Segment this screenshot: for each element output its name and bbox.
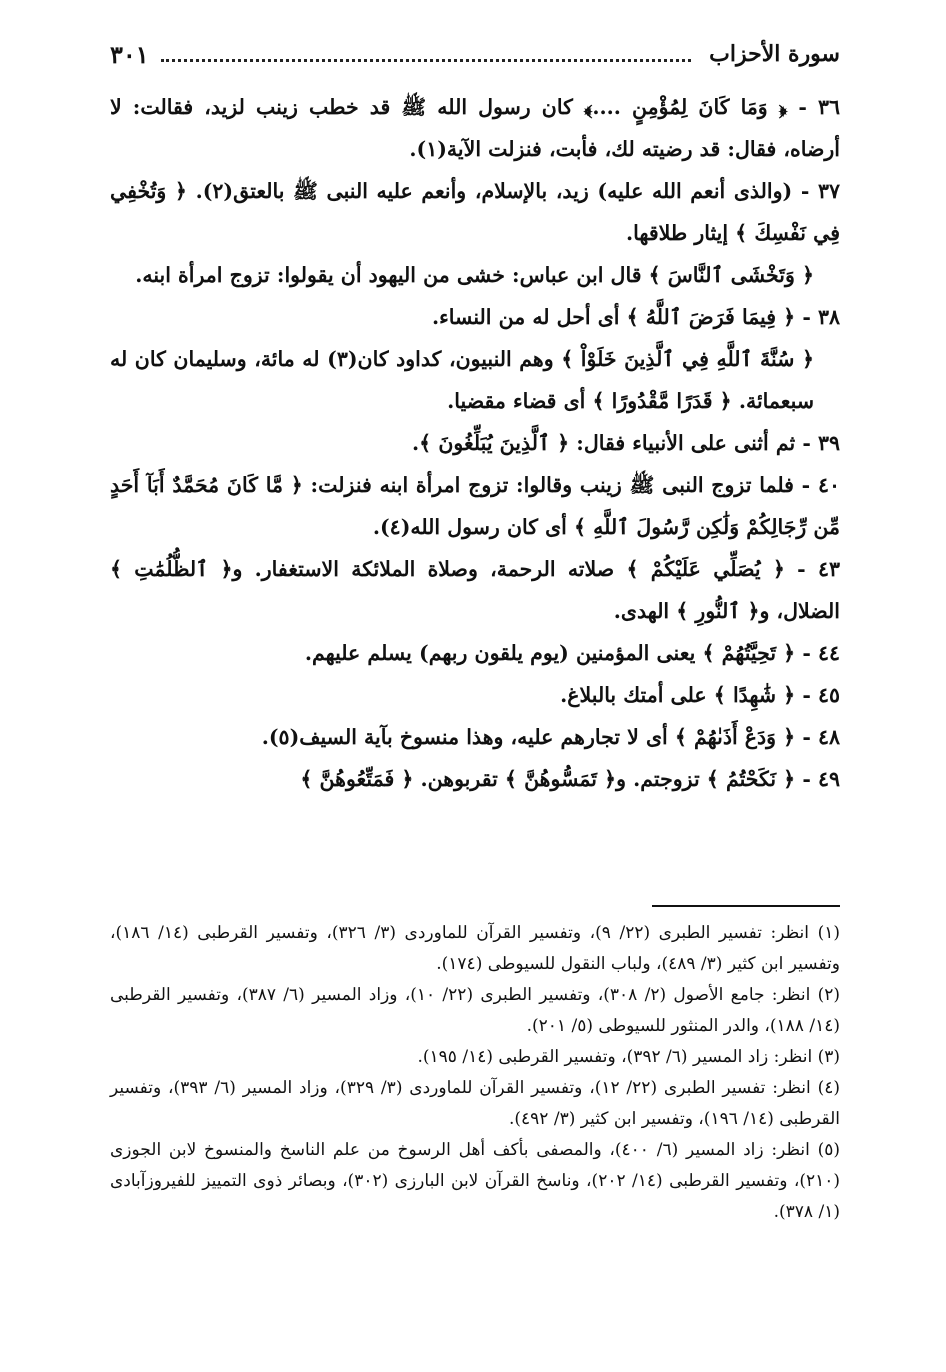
header-leader-dots [161,47,691,62]
entry-49: ٤٩ - ﴿ نَكَحْتُمُ ﴾ تزوجتم. و﴿ تَمَسُّوهُنَّ ﴾ تقربوهن. ﴿ فَمَتِّعُوهُنَّ ﴾ [300,767,840,791]
entry-48: ٤٨ - ﴿ وَدَعْ أَذَىٰهُمْ ﴾ أى لا تجارهم عليه، وهذا منسوخ بآية السيف(٥). [261,725,840,749]
document-page [110,30,840,1350]
entry-38-continuation: ﴿ سُنَّةَ ٱللَّهِ فِي ٱلَّذِينَ خَلَوْاْ ﴾ وهم النبيون، كداود كان(٣) له مائة، وسليمان كان له سبعمائة. ﴿ قَدَرًا مَّقْدُورًا ﴾ أى قضاء مقضيا. [110,347,814,413]
entry-37-continuation: ﴿ وَتَخْشَى ٱلنَّاسَ ﴾ قال ابن عباس: خشى من اليهود أن يقولوا: تزوج امرأة ابنه. [135,263,814,287]
entry-45: ٤٥ - ﴿ شَٰهِدًا ﴾ على أمتك بالبلاغ. [560,683,840,707]
entry-44: ٤٤ - ﴿ تَحِيَّتُهُمْ ﴾ يعنى المؤمنين (يوم يلقون ربهم) يسلم عليهم. [304,641,840,665]
entry-43: ٤٣ - ﴿ يُصَلِّي عَلَيْكُمْ ﴾ صلاته الرحمة، وصلاة الملائكة الاستغفار. و﴿ ٱلظُّلُمَٰتِ ﴾ الضلال، و﴿ ٱلنُّورِ ﴾ الهدى. [110,557,840,623]
entry-38: ٣٨ - ﴿ فِيمَا فَرَضَ ٱللَّهُ ﴾ أى أحل له من النساء. [432,305,840,329]
page-header [110,30,840,78]
entry-40: ٤٠ - فلما تزوج النبى ﷺ زينب وقالوا: تزوج امرأة ابنه فنزلت: ﴿ مَّا كَانَ مُحَمَّدٌ أَبَآ أَحَدٍ مِّن رِّجَالِكُمْ وَلَٰكِن رَّسُولَ ٱللَّهِ ﴾ أى كان رسول الله(٤). [110,473,840,539]
footnote-2: (٢) انظر: جامع الأصول (٢/ ٣٠٨)، وتفسير الطبرى (٢٢/ ١٠)، وزاد المسير (٦/ ٣٨٧)، وتفسير القرطبى (١٤/ ١٨٨)، والدر المنثور للسيوطى (٥/ ٢٠١). [110,985,840,1036]
entry-37: ٣٧ - (والذى أنعم الله عليه) زيد، بالإسلام، وأنعم عليه النبى ﷺ بالعتق(٢). ﴿ وَتُخْفِي فِي نَفْسِكَ ﴾ إيثار طلاقها. [110,179,840,245]
footnote-1: (١) انظر: تفسير الطبرى (٢٢/ ٩)، وتفسير القرآن للماوردى (٣/ ٣٢٦)، وتفسير القرطبى (١٤/ ١٨٦)، وتفسير ابن كثير (٣/ ٤٨٩)، ولباب النقول للسيوطى (١٧٤). [110,923,840,974]
footnote-5: (٥) انظر: زاد المسير (٦/ ٤٠٠)، والمصفى بأكف أهل الرسوخ من علم الناسخ والمنسوخ لابن الجوزى (٢١٠)، وتفسير القرطبى (١٤/ ٢٠٢)، وناسخ القرآن لابن البارزى (٣٠٢)، وبصائر ذوى التمييز للفيروزآبادى (١/ ٣٧٨). [110,1140,841,1222]
footnote-3: (٣) انظر: زاد المسير (٦/ ٣٩٢)، وتفسير القرطبى (١٤/ ١٩٥). [417,1047,840,1067]
footnote-4: (٤) انظر: تفسير الطبرى (٢٢/ ١٢)، وتفسير القرآن للماوردى (٣/ ٣٢٩)، وزاد المسير (٦/ ٣٩٣)، وتفسير القرطبى (١٤/ ١٩٦)، وتفسير ابن كثير (٣/ ٤٩٢). [110,1078,841,1129]
commentary-body [110,86,840,800]
sura-title: سورة الأحزاب [709,41,840,67]
footnotes [110,918,840,1228]
footnote-separator [652,905,840,907]
entry-36: ٣٦ - ﴿ وَمَا كَانَ لِمُؤْمِنٍ ....﴾ كان رسول الله ﷺ قد خطب زينب لزيد، فقالت: لا أرضاه، فقال: قد رضيته لك، فأبت، فنزلت الآية(١). [110,95,840,161]
page-number: ٣٠١ [110,39,149,69]
entry-39: ٣٩ - ثم أثنى على الأنبياء فقال: ﴿ ٱلَّذِينَ يُبَلِّغُونَ ﴾. [412,431,840,455]
